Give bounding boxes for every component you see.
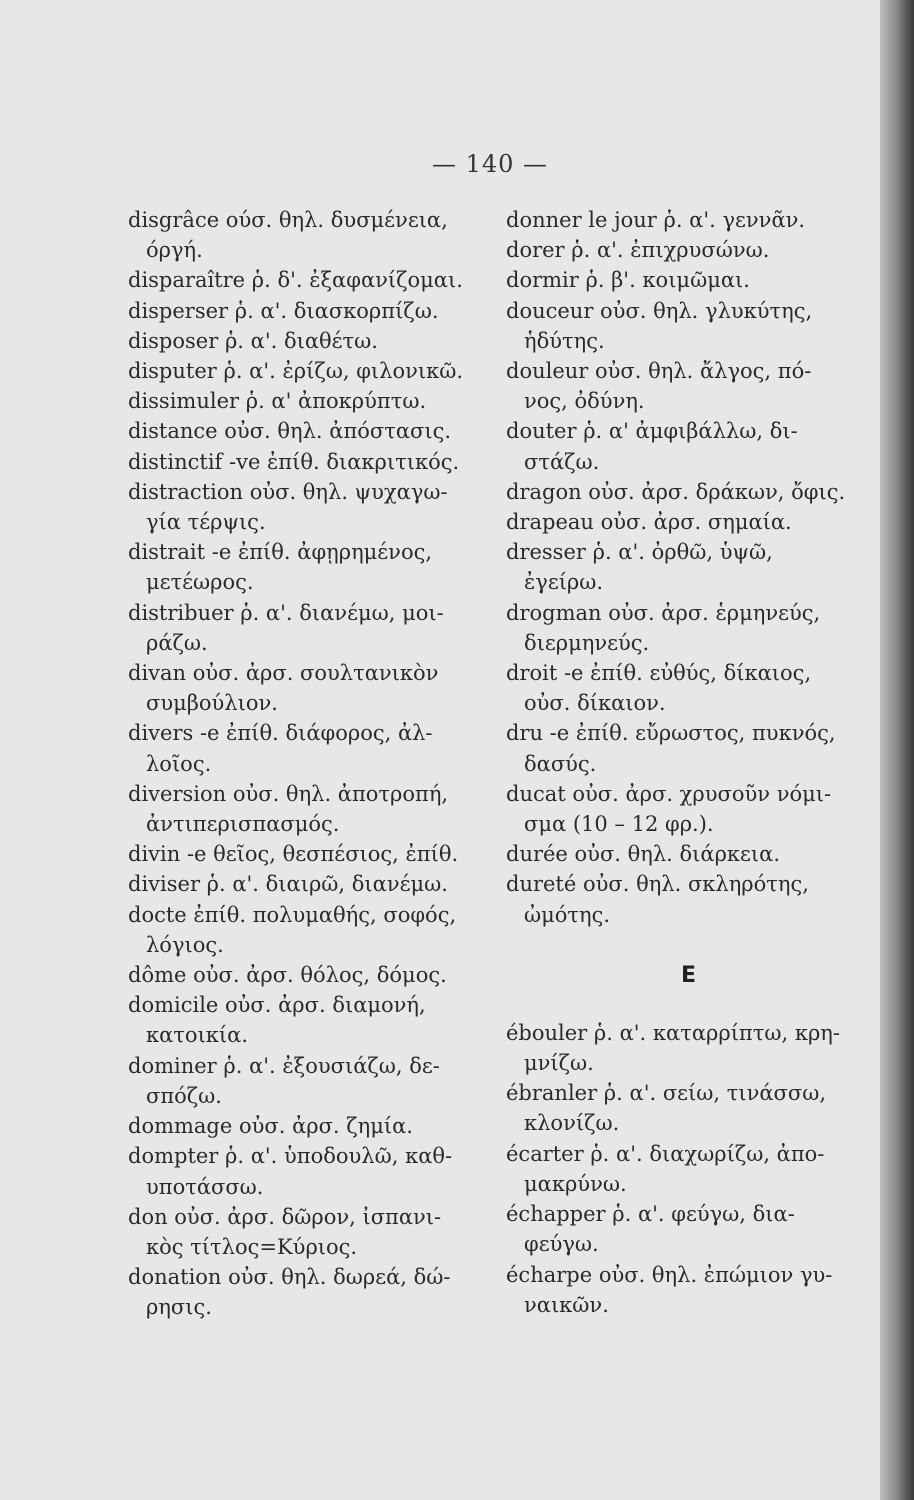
dictionary-entry: [128, 990, 488, 1050]
dictionary-entry: [128, 1141, 488, 1201]
dictionary-entry: [506, 537, 871, 597]
entry-headline: domicile οὐσ. ἀρσ. διαμονή,: [128, 993, 426, 1018]
dictionary-entry: [506, 869, 871, 929]
dictionary-entry: [506, 1260, 871, 1320]
entry-headline: drapeau οὐσ. ἀρσ. σημαία.: [506, 510, 792, 535]
entry-continuation: διερμηνεύς.: [524, 630, 650, 655]
entry-continuation: λόγιος.: [146, 932, 224, 957]
book-spine-shadow: [880, 0, 914, 1500]
entry-headline: dommage οὐσ. ἀρσ. ζημία.: [128, 1114, 413, 1139]
dictionary-entry: [506, 598, 871, 658]
dictionary-entry: [506, 235, 871, 265]
dictionary-entry: [128, 356, 488, 386]
entry-headline: ébranler ῥ. α'. σείω, τινάσσω,: [506, 1081, 827, 1106]
entry-headline: distinctif -ve ἐπίθ. διακριτικός.: [128, 449, 460, 474]
dictionary-entry: [506, 779, 871, 839]
entry-headline: dormir ῥ. β'. κοιμῶμαι.: [506, 268, 750, 293]
entry-headline: diversion οὐσ. θηλ. ἀποτροπή,: [128, 781, 449, 806]
entry-continuation: σμα (10 – 12 φρ.).: [524, 812, 714, 837]
entry-headline: distribuer ῥ. α'. διανέμω, μοι-: [128, 600, 444, 625]
entry-continuation: δασύς.: [524, 751, 597, 776]
entry-continuation: μακρύνω.: [524, 1171, 627, 1196]
dictionary-entry: [128, 718, 488, 778]
left-column: [128, 205, 488, 1323]
entry-headline: dureté οὐσ. θηλ. σκληρότης,: [506, 872, 809, 897]
dictionary-entry: [128, 326, 488, 356]
entry-headline: écharpe οὐσ. θηλ. ἐπώμιον γυ-: [506, 1262, 833, 1287]
entry-headline: donation οὐσ. θηλ. δωρεά, δώ-: [128, 1265, 451, 1290]
right-column-d-entries: [506, 205, 871, 930]
entry-headline: disperser ῥ. α'. διασκορπίζω.: [128, 298, 439, 323]
entry-continuation: λοῖος.: [146, 751, 212, 776]
dictionary-entry: [506, 1199, 871, 1259]
dictionary-entry: [506, 205, 871, 235]
entry-headline: disputer ῥ. α'. ἐρίζω, φιλονικῶ.: [128, 359, 464, 384]
entry-continuation: ὠμότης.: [524, 902, 611, 927]
entry-headline: douleur οὐσ. θηλ. ἄλγος, πό-: [506, 359, 812, 384]
dictionary-entry: [506, 356, 871, 416]
entry-continuation: στάζω.: [524, 449, 600, 474]
entry-headline: disgrâce ούσ. θηλ. δυσμένεια,: [128, 208, 448, 232]
entry-continuation: υποτάσσω.: [146, 1174, 264, 1199]
entry-continuation: μνίζω.: [524, 1051, 594, 1076]
dictionary-entry: [128, 205, 488, 265]
entry-headline: distrait -e ἐπίθ. ἀφῃρημένος,: [128, 540, 433, 565]
right-column-e-entries: [506, 1018, 871, 1320]
entry-continuation: νος, ὀδύνη.: [524, 389, 645, 414]
entry-headline: disparaître ῥ. δ'. ἐξαφανίζομαι.: [128, 268, 463, 293]
dictionary-entry: [128, 900, 488, 960]
entry-headline: dorer ῥ. α'. ἐπιχρυσώνω.: [506, 238, 770, 263]
entry-headline: droit -e ἐπίθ. εὐθύς, δίκαιος,: [506, 661, 812, 686]
dictionary-entry: [506, 1139, 871, 1199]
dictionary-entry: [128, 447, 488, 477]
entry-headline: dissimuler ῥ. α' ἀποκρύπτω.: [128, 389, 427, 414]
entry-continuation: γία τέρψις.: [146, 510, 266, 535]
entry-continuation: ἡδύτης.: [524, 328, 605, 353]
entry-headline: disposer ῥ. α'. διαθέτω.: [128, 328, 378, 353]
entry-headline: ducat οὐσ. ἀρσ. χρυσοῦν νόμι-: [506, 781, 832, 806]
dictionary-entry: [128, 779, 488, 839]
entry-headline: diviser ῥ. α'. διαιρῶ, διανέμω.: [128, 872, 448, 897]
dictionary-entry: [506, 507, 871, 537]
dictionary-entry: [506, 265, 871, 295]
dictionary-entry: [128, 839, 488, 869]
entry-headline: dresser ῥ. α'. ὀρθῶ, ὑψῶ,: [506, 540, 773, 565]
entry-headline: dragon οὐσ. ἀρσ. δράκων, ὄφις.: [506, 479, 846, 504]
dictionary-entry: [128, 1262, 488, 1322]
right-column: [506, 205, 871, 1320]
dictionary-entry: [128, 1202, 488, 1262]
entry-headline: durée οὐσ. θηλ. διάρκεια.: [506, 842, 781, 867]
entry-headline: docte ἐπίθ. πολυμαθής, σοφός,: [128, 902, 457, 927]
entry-headline: écarter ῥ. α'. διαχωρίζω, ἀπο-: [506, 1141, 825, 1166]
dictionary-entry: [506, 1018, 871, 1078]
dictionary-entry: [506, 416, 871, 476]
entry-headline: don οὐσ. ἀρσ. δῶρον, ἰσπανι-: [128, 1204, 442, 1229]
page-number: — 140 —: [431, 150, 549, 178]
dictionary-entry: [128, 296, 488, 326]
entry-headline: douceur οὐσ. θηλ. γλυκύτης,: [506, 298, 813, 323]
entry-headline: ébouler ῥ. α'. καταρρίπτω, κρη-: [506, 1020, 840, 1045]
dictionary-entry: [128, 386, 488, 416]
entry-continuation: ἐγείρω.: [524, 570, 604, 595]
entry-headline: divin -e θεῖος, θεσπέσιος, ἐπίθ.: [128, 842, 459, 867]
entry-continuation: ἀντιπερισπασμός.: [146, 812, 340, 837]
dictionary-entry: [128, 265, 488, 295]
entry-headline: distraction οὐσ. θηλ. ψυχαγω-: [128, 479, 448, 504]
entry-headline: dru -e ἐπίθ. εὔρωστος, πυκνός,: [506, 721, 836, 746]
dictionary-entry: [128, 960, 488, 990]
entry-headline: donner le jour ῥ. α'. γεννᾶν.: [506, 208, 806, 232]
entry-continuation: όργή.: [146, 238, 203, 263]
dictionary-entry: [506, 839, 871, 869]
entry-continuation: κατοικία.: [146, 1023, 249, 1048]
entry-continuation: σπόζω.: [146, 1083, 222, 1108]
dictionary-entry: [128, 477, 488, 537]
entry-continuation: συμβούλιον.: [146, 691, 278, 716]
entry-headline: douter ῥ. α' ἀμφιβάλλω, δι-: [506, 419, 798, 444]
entry-continuation: κὸς τίτλος=Κύριος.: [146, 1234, 358, 1259]
dictionary-entry: [128, 416, 488, 446]
dictionary-entry: [506, 718, 871, 778]
entry-continuation: κλονίζω.: [524, 1111, 620, 1136]
entry-headline: divan οὐσ. ἀρσ. σουλτανικὸν: [128, 661, 439, 686]
dictionary-entry: [506, 477, 871, 507]
dictionary-entry: [506, 296, 871, 356]
dictionary-entry: [128, 1051, 488, 1111]
entry-headline: distance οὐσ. θηλ. ἀπόστασις.: [128, 419, 452, 444]
entry-headline: dôme οὐσ. ἀρσ. θόλος, δόμος.: [128, 963, 447, 988]
dictionary-entry: [506, 1078, 871, 1138]
entry-continuation: φεύγω.: [524, 1232, 599, 1257]
dictionary-entry: [128, 658, 488, 718]
section-letter-heading: E: [680, 962, 697, 988]
entry-headline: dompter ῥ. α'. ὑποδουλῶ, καθ-: [128, 1144, 453, 1169]
dictionary-entry: [128, 869, 488, 899]
dictionary-entry: [128, 537, 488, 597]
dictionary-entry: [128, 598, 488, 658]
entry-continuation: μετέωρος.: [146, 570, 254, 595]
entry-continuation: ράζω.: [146, 630, 208, 655]
dictionary-entry: [506, 658, 871, 718]
dictionary-entry: [128, 1111, 488, 1141]
entry-continuation: ρησις.: [146, 1295, 212, 1320]
entry-headline: dominer ῥ. α'. ἐξουσιάζω, δε-: [128, 1053, 440, 1078]
entry-headline: drogman οὐσ. ἀρσ. ἑρμηνεύς,: [506, 600, 821, 625]
entry-headline: divers -e ἐπίθ. διάφορος, ἀλ-: [128, 721, 433, 746]
entry-continuation: ναικῶν.: [524, 1292, 609, 1317]
entry-continuation: οὐσ. δίκαιον.: [524, 691, 666, 716]
entry-headline: échapper ῥ. α'. φεύγω, δια-: [506, 1202, 795, 1227]
